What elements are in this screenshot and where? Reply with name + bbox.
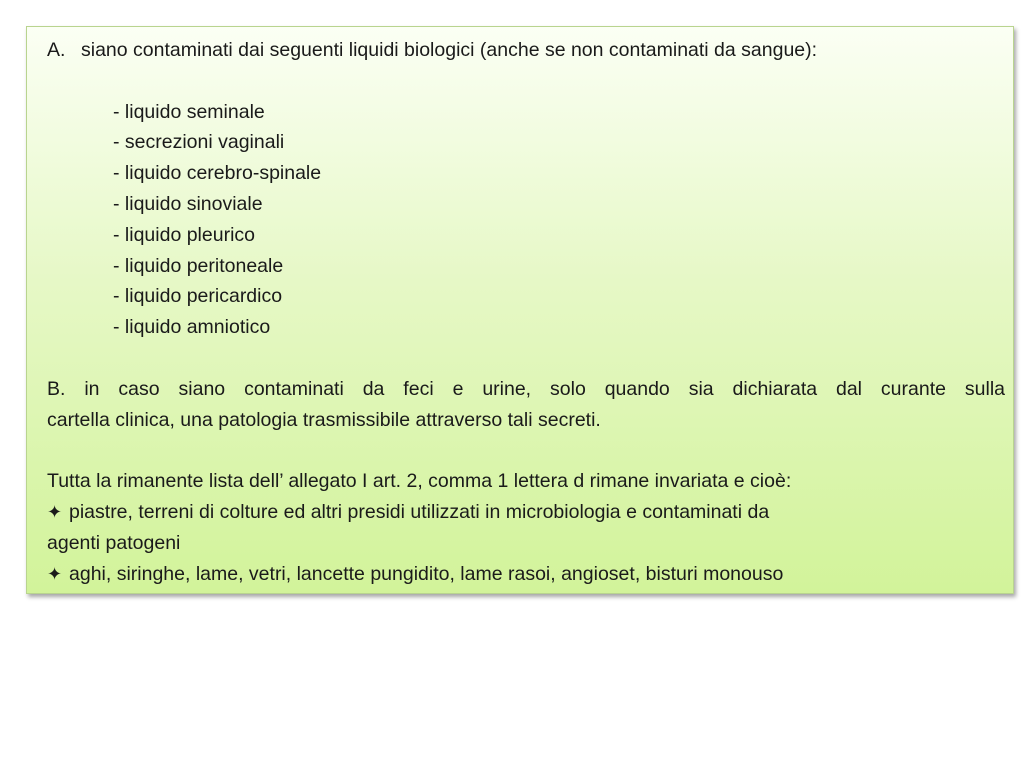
- list-item: - liquido sinoviale: [113, 192, 263, 215]
- section-a-intro-text: siano contaminati dai seguenti liquidi biologici (anche se non contaminati da sangue):: [81, 39, 818, 61]
- list-item: - liquido pericardico: [113, 285, 283, 308]
- bullet-item: [47, 497, 1005, 528]
- spacer: [47, 66, 1005, 97]
- content-text: [47, 35, 1005, 589]
- spacer: [47, 343, 1005, 374]
- bullet-continuation: agenti patogeni: [47, 531, 181, 554]
- list-item: - liquido seminale: [113, 100, 265, 123]
- bullet-text: piastre, terreni di colture ed altri presidi utilizzati in microbiologia e contaminati da: [69, 500, 770, 523]
- bullet-item: [47, 559, 1005, 590]
- bullet-text: aghi, siringhe, lame, vetri, lancette pungidito, lame rasoi, angioset, bisturi monouso: [69, 562, 784, 585]
- star-bullet-icon: ✦: [47, 501, 63, 523]
- section-b: [47, 374, 1005, 436]
- section-a-label: A.: [47, 39, 66, 61]
- section-b-line-1: B. in caso siano contaminati da feci e urine, solo quando sia dichiarata dal curante sulla: [47, 377, 1005, 400]
- list-item: - liquido cerebro-spinale: [113, 162, 322, 185]
- section-a-intro: [47, 35, 1005, 66]
- content-box: [26, 26, 1014, 594]
- list-item: - liquido peritoneale: [113, 254, 284, 277]
- spacer: [47, 435, 1005, 466]
- remainder-intro: Tutta la rimanente lista dell’ allegato I art. 2, comma 1 lettera d rimane invariata e cioè:: [47, 470, 792, 493]
- list-item: - liquido pleurico: [113, 223, 255, 246]
- star-bullet-icon: ✦: [47, 563, 63, 585]
- list-item: - liquido amniotico: [113, 316, 271, 339]
- section-b-line-2: cartella clinica, una patologia trasmissibile attraverso tali secreti.: [47, 408, 601, 431]
- list-item: - secrezioni vaginali: [113, 131, 285, 154]
